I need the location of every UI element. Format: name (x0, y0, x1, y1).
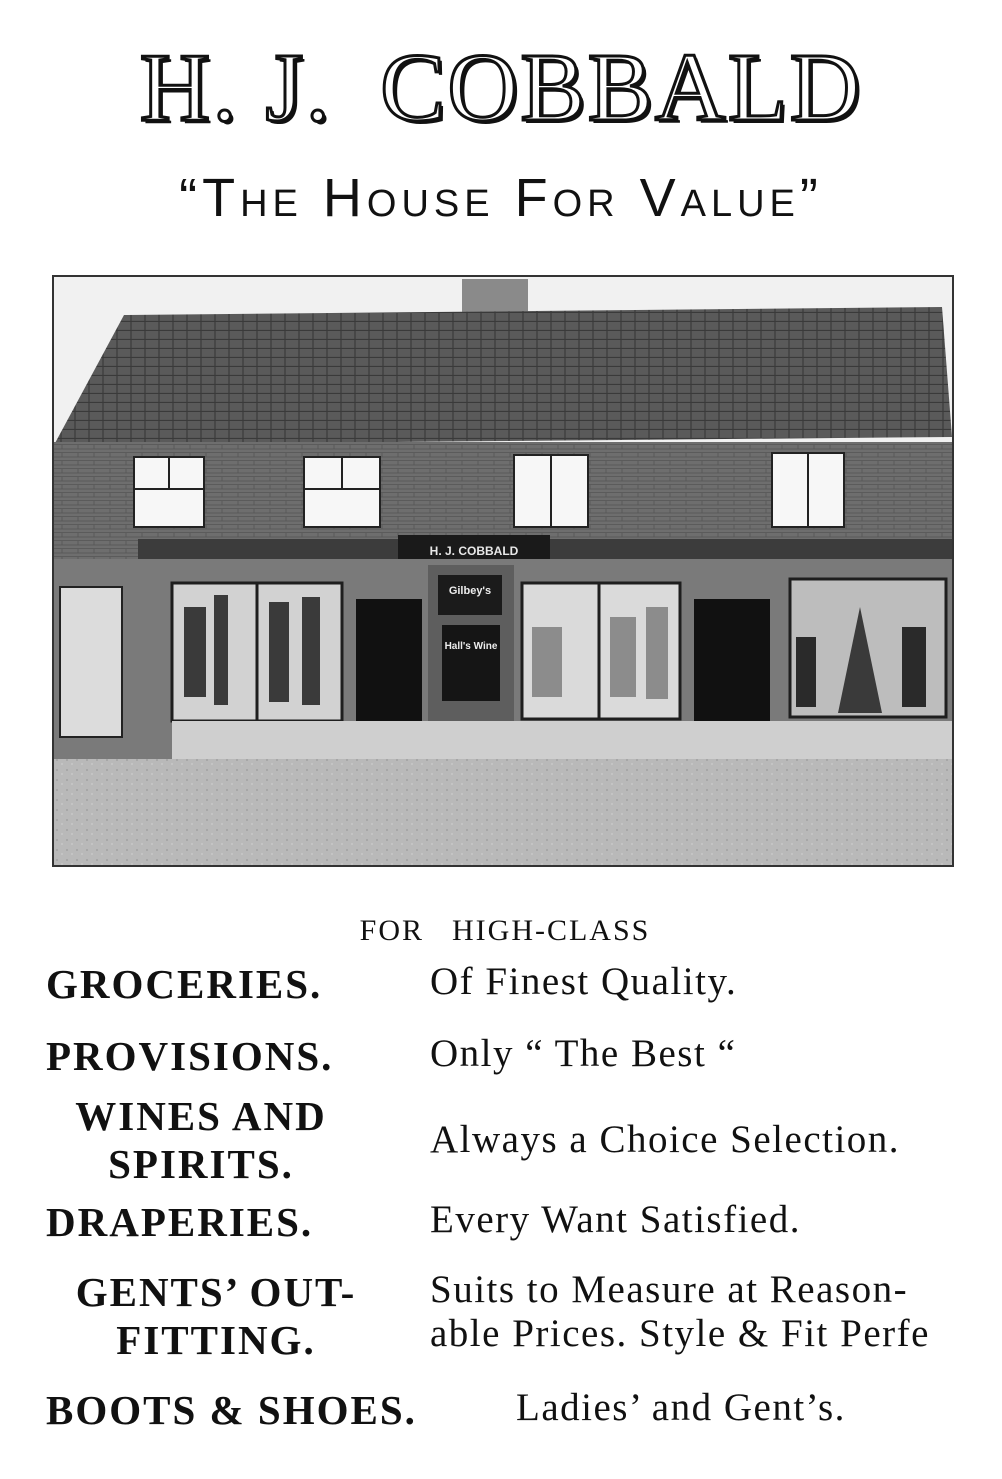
offering-description: Only “ The Best “ (430, 1032, 737, 1075)
shopfront-illustration (54, 277, 952, 865)
intro-line (0, 914, 1002, 948)
roadway (54, 759, 952, 865)
tagline: “The House For Value” (179, 168, 823, 228)
side-window (60, 587, 122, 737)
shop-sign-text: H. J. COBBALD (429, 544, 519, 558)
shop-photograph (52, 275, 954, 867)
offering-category: DRAPERIES. (46, 1199, 314, 1245)
offering-category-line: FITTING. (116, 1317, 316, 1363)
intro-high-class: HIGH-CLASS (452, 914, 651, 947)
halls-board (442, 625, 500, 701)
offering-category-line: WINES AND (75, 1093, 327, 1139)
offering-category (46, 1092, 356, 1188)
gilbeys-text: Gilbey's (448, 585, 492, 597)
halls-text: Hall's Wine (444, 641, 498, 652)
offering-category-line: SPIRITS. (108, 1141, 294, 1187)
offering-category: BOOTS & SHOES. (46, 1387, 417, 1433)
owner-surname: COBBALD (380, 34, 863, 142)
photo-credit (68, 838, 73, 853)
offering-description-line: Suits to Measure at Reason- (430, 1268, 909, 1311)
offering-category: GROCERIES. (46, 961, 323, 1007)
intro-for: FOR (359, 914, 424, 947)
offering-description-line: able Prices. Style & Fit Perfe (430, 1312, 930, 1355)
owner-initials: H. J. (139, 34, 333, 142)
offering-category-line: GENTS’ OUT- (75, 1269, 357, 1315)
offering-description: Every Want Satisfied. (430, 1198, 801, 1241)
offering-description (430, 1268, 990, 1356)
business-name (0, 34, 1002, 142)
offering-description: Always a Choice Selection. (430, 1118, 901, 1161)
offering-description: Ladies’ and Gent’s. (516, 1386, 846, 1429)
offering-category: PROVISIONS. (46, 1033, 334, 1079)
offering-description: Of Finest Quality. (430, 960, 738, 1003)
tiled-roof (54, 307, 952, 445)
offering-category (46, 1268, 386, 1364)
